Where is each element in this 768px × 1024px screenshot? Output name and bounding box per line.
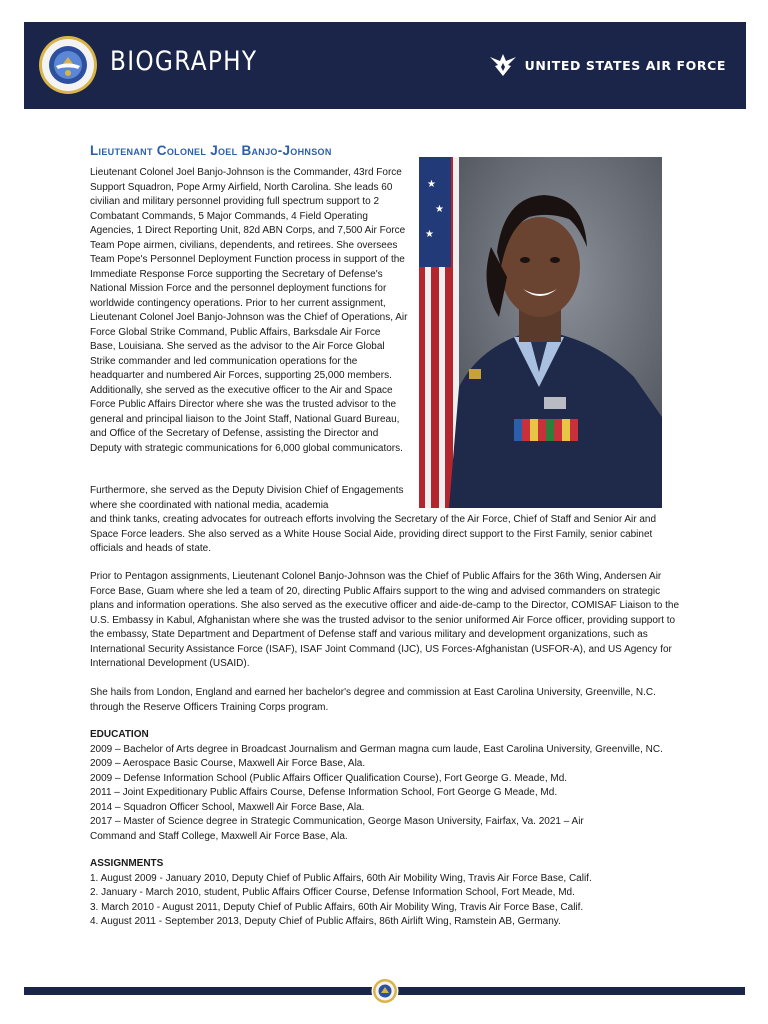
officer-name-heading: Lieutenant Colonel Joel Banjo-Johnson [90,143,332,158]
list-item: 2014 – Squadron Officer School, Maxwell Air Force Base, Ala. [90,801,365,813]
assignments-section [90,857,690,930]
list-item: 2009 – Bachelor of Arts degree in Broadcast Journalism and German magna cum laude, East Carolina University, Greenville, NC. [90,743,663,755]
bio-paragraph-2-end: and think tanks, creating advocates for outreach efforts involving the Secretary of the Air Force, Chief of Staff and Senior Air and Space Force leaders. She also served as a White House Social Aide, providing direct support to the First Family, senior cabinet officials and heads of state. [90,514,657,554]
air-force-seal-icon [371,977,399,1005]
education-section [90,728,690,844]
list-item: 4. August 2011 - September 2013, Deputy Chief of Public Affairs, 86th Airlift Wing, Ramstein AB, Germany. [90,916,561,927]
list-item: 2009 – Aerospace Basic Course, Maxwell Air Force Base, Ala. [90,758,366,769]
air-force-wing-icon [489,52,517,78]
officer-portrait [419,157,662,508]
page-title: BIOGRAPHY [110,46,258,77]
bio-paragraph-1: Lieutenant Colonel Joel Banjo-Johnson is the Commander, 43rd Force Support Squadron, Pope Army Airfield, North Carolina. She leads 60 civilian and military personnel providing full spectrum support to 2 Combatant Commands, 5 Major Commands, 4 Field Operating Agencies, 1 Direct Reporting Unit, 82d ABN Corps, and 7,500 Air Force Team Pope airmen, civilians, dependents, and retirees. She oversees Team Pope's Personnel Deployment Function process in support of the Immediate Response Force supporting the Secretary of Defense's National Mission Force and the personnel deployment functions for worldwide contingency operations. Prior to her current assignment, Lieutenant Colonel Joel Banjo-Johnson was the Chief of Operations, Air Force Global Strike Command, Public Affairs, Barksdale Air Force Base, Louisiana. She served as the advisor to the Air Force Global Strike commander and led communication operations for the headquarter and numbered Air Forces, supporting 25,000 members. Additionally, she served as the executive officer to the Air and Space Force Public Affairs Director where she was the trusted advisor to the general and principal liaison to the Joint Staff, National Guard Bureau, and Office of the Secretary of Defense, assisting the Director and Deputy with strategic communications for 6,000 global communicators. [90,167,408,454]
list-item: 2017 – Master of Science degree in Strategic Communication, George Mason University, Fairfax, Va. 2021 – Air Command and Staff College, Maxwell Air Force Base, Ala. [90,816,584,842]
bio-paragraph-2-start: Furthermore, she served as the Deputy Division Chief of Engagements where she coordinated with national media, academia [90,485,404,511]
svg-text:★: ★ [427,179,436,190]
department-of-the-air-force-seal-icon [38,35,98,95]
svg-text:★: ★ [435,204,444,215]
usaf-brand-text: UNITED STATES AIR FORCE [524,57,726,73]
bio-paragraph-3: Prior to Pentagon assignments, Lieutenant Colonel Banjo-Johnson was the Chief of Public Affairs for the 36th Wing, Andersen Air Force Base, Guam where she led a team of 20, directing Public Affairs support to the wing and advised commanders on strategic plans and information operations. She also served as the executive officer and aide-de-camp to the Director, COMISAF Liaison to the U.S. Embassy in Kabul, Afghanistan where she was the trusted advisor to the senior uniformed Air Force officer, providing support to the embassy, State Department and Department of Defense staff and various military and development organizations, such as International Security Assistance Force (ISAF), ISAF Joint Command (IJC), US Forces-Afghanistan (USFOR-A), and US Agency for International Development (USAID). [90,571,680,669]
list-item: 2. January - March 2010, student, Public Affairs Officer Course, Defense Information School, Fort Meade, Md. [90,887,575,898]
portrait-illustration [419,157,662,508]
assignments-list [90,872,690,930]
bio-paragraph-4: She hails from London, England and earned her bachelor's degree and commission at East Carolina University, Greenville, N.C. through the Reserve Officers Training Corps program. [90,687,656,713]
usaf-brand [489,52,726,78]
education-heading: EDUCATION [90,729,149,740]
list-item: 2011 – Joint Expeditionary Public Affairs Course, Defense Information School, Fort George G Meade, Md. [90,787,558,798]
svg-text:★: ★ [425,229,434,240]
list-item: 1. August 2009 - January 2010, Deputy Chief of Public Affairs, 60th Air Mobility Wing, Travis Air Force Base, Calif. [90,872,592,884]
list-item: 3. March 2010 - August 2011, Deputy Chief of Public Affairs, 60th Air Mobility Wing, Travis Air Force Base, Calif. [90,901,584,913]
list-item: 2009 – Defense Information School (Public Affairs Officer Qualification Course), Fort George G. Meade, Md. [90,772,568,784]
education-list [90,743,690,845]
assignments-heading: ASSIGNMENTS [90,858,164,869]
biography-header [24,22,746,109]
